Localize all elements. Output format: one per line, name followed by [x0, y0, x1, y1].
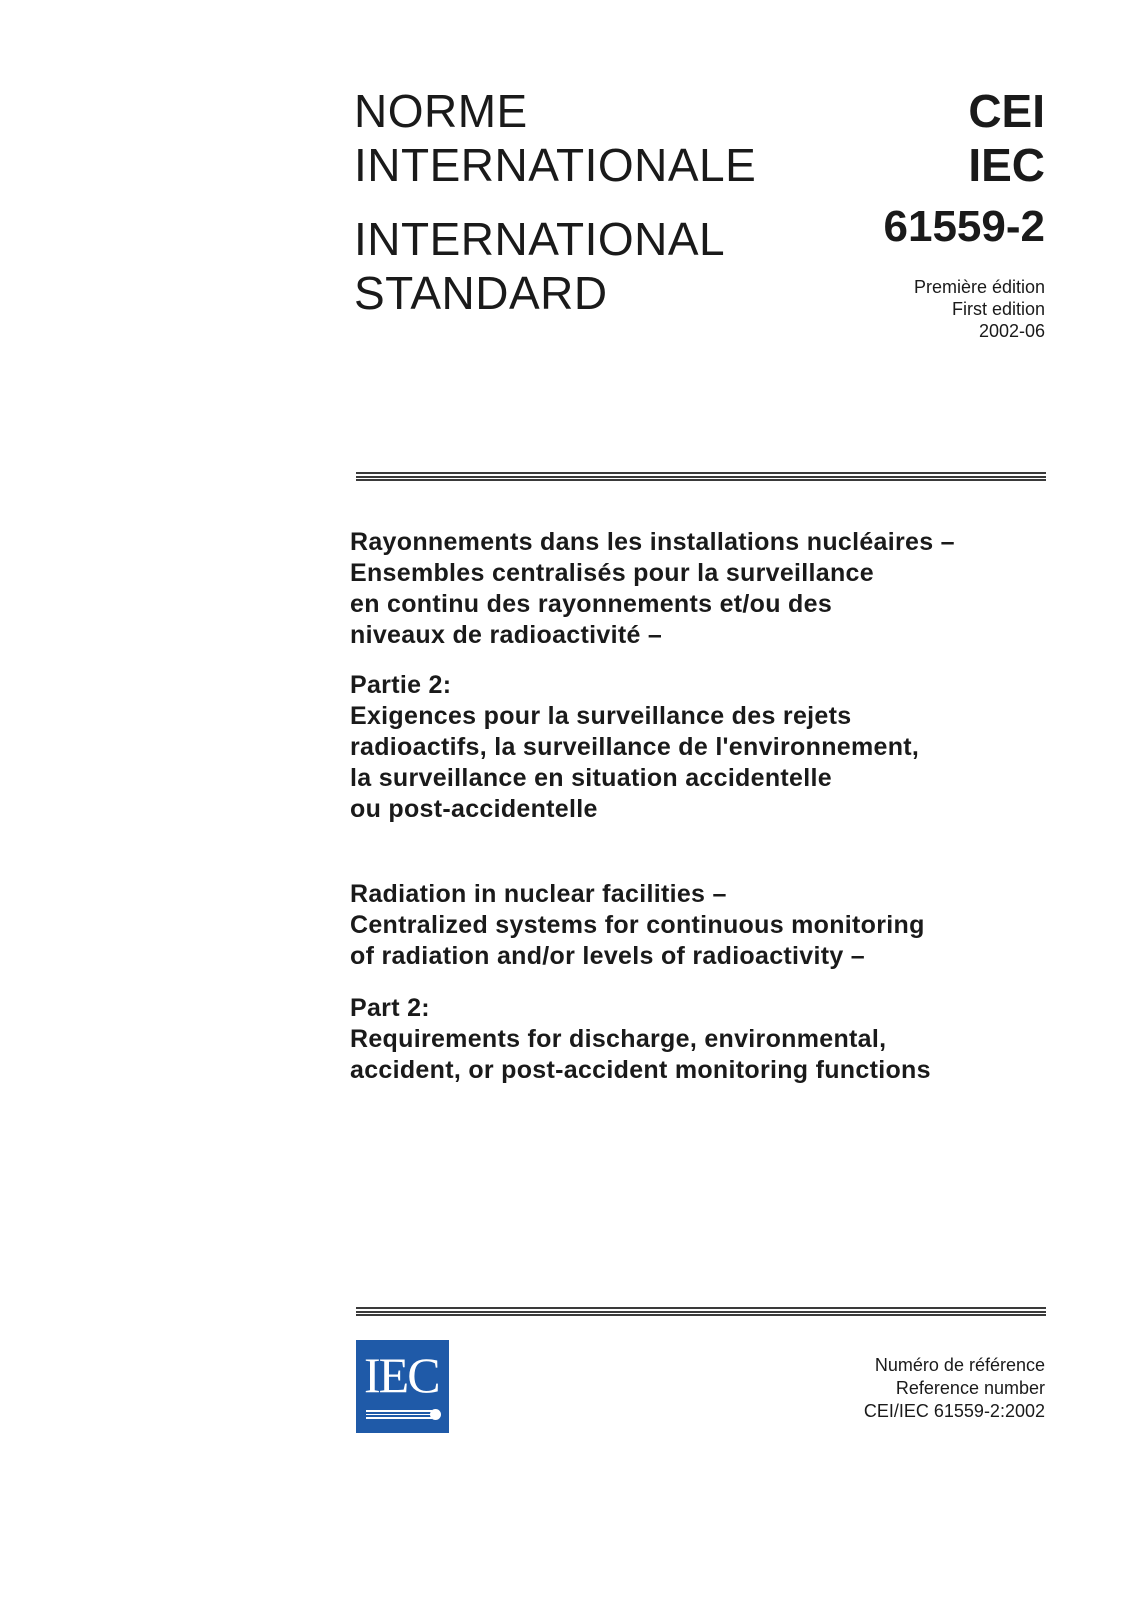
title-fr-line-2: INTERNATIONALE: [354, 139, 757, 191]
bottom-divider: [356, 1307, 1046, 1316]
edition-fr: Première édition: [913, 277, 1045, 297]
french-title-part: [350, 670, 1050, 825]
title-en-line-1: INTERNATIONAL: [354, 213, 726, 265]
french-title-line: niveaux de radioactivité –: [350, 621, 663, 649]
logo-text: IEC: [364, 1347, 439, 1403]
org-code-cei: CEI: [968, 85, 1045, 137]
reference-number: CEI/IEC 61559-2:2002: [863, 1401, 1045, 1421]
english-title-line: Radiation in nuclear facilities –: [350, 880, 727, 908]
english-title-main: [350, 879, 1050, 972]
english-title-line: Centralized systems for continuous monitoring: [350, 911, 925, 939]
title-french: [354, 84, 756, 192]
reference-label-en: Reference number: [895, 1378, 1045, 1398]
reference-number-block: [864, 1354, 1045, 1423]
english-part-line: accident, or post-accident monitoring functions: [350, 1056, 931, 1084]
english-part-line: Requirements for discharge, environmental,: [350, 1025, 887, 1053]
french-part-line: Partie 2:: [350, 671, 452, 699]
french-part-line: Exigences pour la surveillance des rejets: [350, 702, 852, 730]
french-part-line: la surveillance en situation accidentelle: [350, 764, 832, 792]
title-en-line-2: STANDARD: [354, 267, 608, 319]
edition-en: First edition: [951, 299, 1045, 319]
top-divider: [356, 472, 1046, 481]
title-fr-line-1: NORME: [354, 85, 528, 137]
title-english: [354, 212, 725, 320]
english-title-line: of radiation and/or levels of radioactivity –: [350, 942, 866, 970]
logo-bars: [366, 1410, 432, 1420]
logo-dot: [430, 1409, 441, 1420]
org-code-iec: IEC: [968, 139, 1045, 191]
reference-label-fr: Numéro de référence: [874, 1355, 1045, 1375]
french-title-line: Rayonnements dans les installations nucléaires –: [350, 528, 955, 556]
organization-codes: [968, 84, 1045, 192]
standard-number: 61559-2: [883, 202, 1045, 251]
french-title-line: Ensembles centralisés pour la surveillance: [350, 559, 874, 587]
english-title-part: [350, 993, 1050, 1086]
french-part-line: ou post-accidentelle: [350, 795, 598, 823]
edition-date: 2002-06: [978, 321, 1045, 341]
french-part-line: radioactifs, la surveillance de l'environnement,: [350, 733, 920, 761]
english-part-line: Part 2:: [350, 994, 430, 1022]
iec-logo-icon: [356, 1340, 449, 1433]
french-title-main: [350, 527, 1050, 651]
edition-info: [914, 276, 1045, 342]
french-title-line: en continu des rayonnements et/ou des: [350, 590, 833, 618]
